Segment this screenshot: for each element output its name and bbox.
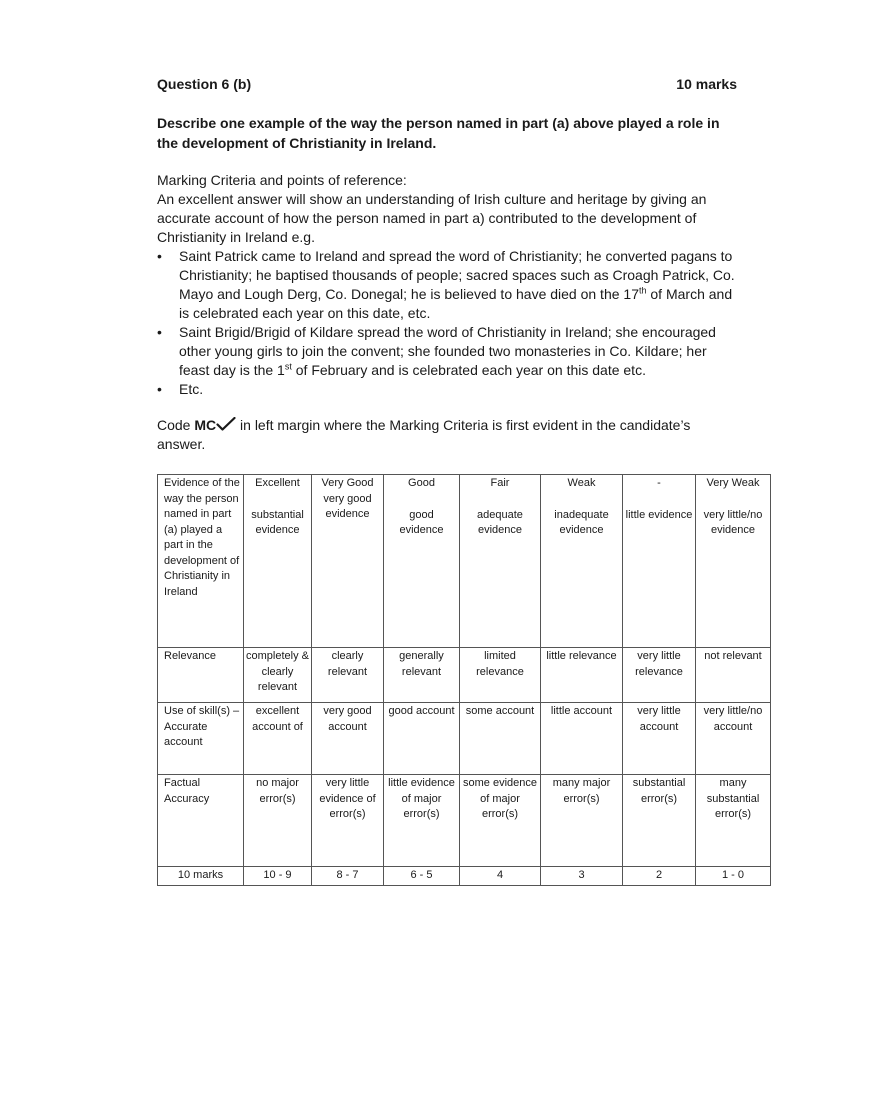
marks-total: 10 marks bbox=[676, 76, 737, 92]
marking-criteria bbox=[157, 171, 737, 399]
table-cell: 10 - 9 bbox=[244, 867, 312, 886]
table-cell: no major error(s) bbox=[244, 775, 312, 867]
criteria-point: • Etc. bbox=[157, 381, 204, 397]
table-cell: 6 - 5 bbox=[384, 867, 460, 886]
table-cell: little account bbox=[541, 703, 623, 775]
table-cell: little relevance bbox=[541, 648, 623, 703]
table-cell: completely & clearly relevant bbox=[244, 648, 312, 703]
marking-scheme-page bbox=[157, 74, 737, 454]
table-cell: some evidence of major error(s) bbox=[460, 775, 541, 867]
criteria-heading: Marking Criteria and points of reference: bbox=[157, 172, 407, 188]
mc-code: MC bbox=[194, 417, 217, 433]
table-cell: Weak inadequate evidence bbox=[541, 475, 623, 648]
question-number: Question 6 (b) bbox=[157, 76, 252, 92]
table-cell: Very Weak very little/no evidence bbox=[696, 475, 771, 648]
table-cell: 4 bbox=[460, 867, 541, 886]
table-cell: very little evidence of error(s) bbox=[312, 775, 384, 867]
table-cell: very little relevance bbox=[623, 648, 696, 703]
table-row-label: Evidence of the way the person named in part (a) played a part in the development of Christianity in Ireland bbox=[158, 475, 244, 648]
table-cell: 1 - 0 bbox=[696, 867, 771, 886]
rubric-table bbox=[157, 474, 771, 886]
table-cell: 2 bbox=[623, 867, 696, 886]
bullet-icon: • bbox=[157, 248, 162, 264]
table-cell: many major error(s) bbox=[541, 775, 623, 867]
table-cell: little evidence of major error(s) bbox=[384, 775, 460, 867]
table-cell: 3 bbox=[541, 867, 623, 886]
table-cell: Good good evidence bbox=[384, 475, 460, 648]
table-cell: Very Good very good evidence bbox=[312, 475, 384, 648]
table-row bbox=[158, 775, 771, 867]
table-cell: some account bbox=[460, 703, 541, 775]
table-row-label: Relevance bbox=[158, 648, 244, 703]
table-cell: very little/no account bbox=[696, 703, 771, 775]
table-cell: substantial error(s) bbox=[623, 775, 696, 867]
criteria-points bbox=[157, 247, 737, 399]
table-row bbox=[158, 867, 771, 886]
table-cell: excellent account of bbox=[244, 703, 312, 775]
criteria-point: • Saint Brigid/Brigid of Kildare spread the word of Christianity in Ireland; she encouraged other young girls to join the convent; she founded two monasteries in Co. Kildare; her feast day is the 1st of February and is celebrated each year on this date etc. bbox=[157, 324, 716, 378]
table-row bbox=[158, 703, 771, 775]
bullet-icon: • bbox=[157, 381, 162, 397]
table-cell: very little account bbox=[623, 703, 696, 775]
table-row bbox=[158, 648, 771, 703]
table-row bbox=[158, 475, 771, 648]
table-cell: generally relevant bbox=[384, 648, 460, 703]
table-row-label: 10 marks bbox=[158, 867, 244, 886]
table-cell: many substantial error(s) bbox=[696, 775, 771, 867]
code-instruction: Code MC in left margin where the Marking Criteria is first evident in the candidate’s answer. bbox=[157, 417, 691, 452]
question-text: Describe one example of the way the person named in part (a) above played a role in the development of Christianity in Ireland. bbox=[157, 115, 720, 151]
table-row-label: Factual Accuracy bbox=[158, 775, 244, 867]
criteria-intro: An excellent answer will show an understanding of Irish culture and heritage by giving an accurate account of how the person named in part a) contributed to the development of Christianity in Ireland e.g. bbox=[157, 191, 707, 245]
table-cell: Excellent substantial evidence bbox=[244, 475, 312, 648]
criteria-point: • Saint Patrick came to Ireland and spread the word of Christianity; he converted pagans to Christianity; he baptised thousands of people; sacred spaces such as Croagh Patrick, Co. Mayo and Lough Derg, Co. Donegal; he is believed to have died on the 17th of March and is celebrated each year on this date, etc. bbox=[157, 248, 735, 321]
table-cell: clearly relevant bbox=[312, 648, 384, 703]
table-row-label: Use of skill(s) – Accurate account bbox=[158, 703, 244, 775]
check-mark-icon bbox=[216, 417, 236, 431]
table-cell: very good account bbox=[312, 703, 384, 775]
question-header bbox=[157, 74, 737, 94]
table-cell: Fair adequate evidence bbox=[460, 475, 541, 648]
table-cell: not relevant bbox=[696, 648, 771, 703]
table-cell: good account bbox=[384, 703, 460, 775]
bullet-icon: • bbox=[157, 324, 162, 340]
table-cell: limited relevance bbox=[460, 648, 541, 703]
table-cell: - little evidence bbox=[623, 475, 696, 648]
table-cell: 8 - 7 bbox=[312, 867, 384, 886]
